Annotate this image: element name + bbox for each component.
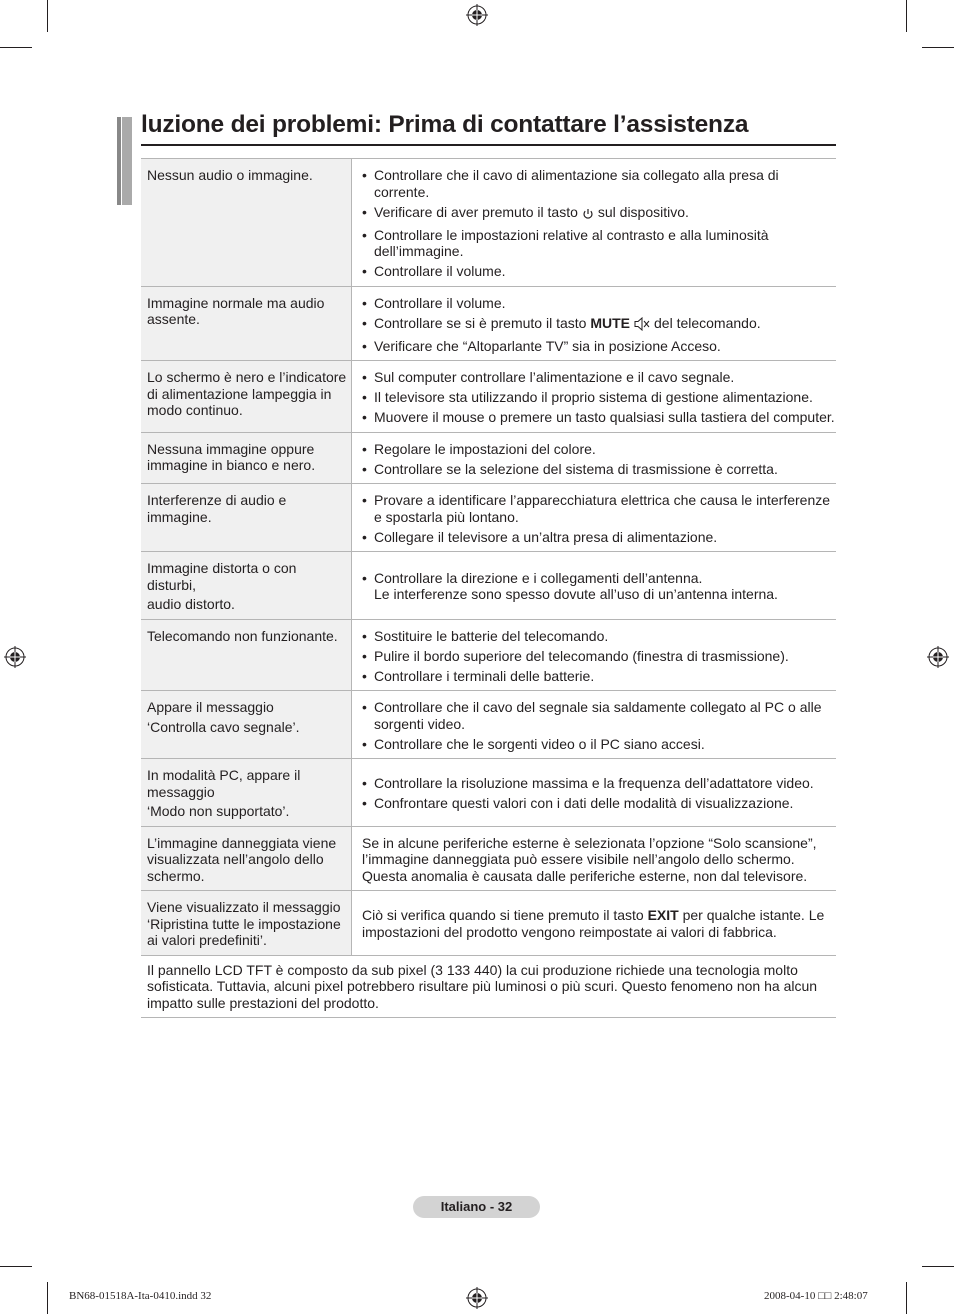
crop-mark (922, 1266, 954, 1267)
crop-mark (0, 1266, 32, 1267)
solution-item (362, 389, 836, 406)
solution-item (362, 338, 836, 355)
key-label: MUTE (590, 314, 630, 331)
problem-text: ‘Modo non supportato’. (147, 803, 290, 819)
problem-text: Nessun audio o immagine. (147, 167, 313, 183)
solution-text: Muovere il mouse o premere un tasto qualsiasi sulla tastiera del computer. (374, 409, 835, 425)
problem-text: Lo schermo è nero e l’indicatore di alimentazione lampeggia in modo continuo. (147, 369, 347, 418)
lcd-note: Il pannello LCD TFT è composto da sub pixel (3 133 440) la cui produzione richiede una tecnologia molto sofisticata. Tuttavia, alcuni pixel potrebbero risultare più luminosi o più scuri. Questo fenomeno non ha alcun impatto sulle prestazioni del prodotto. (141, 955, 836, 1018)
solution-list (362, 775, 836, 812)
problem-text: audio distorto. (147, 596, 235, 612)
solution-text: Verificare di aver premuto il tasto (374, 203, 578, 220)
solution-list (362, 699, 836, 752)
solution-item (362, 441, 836, 458)
table-row (141, 552, 836, 620)
problem-text: In modalità PC, appare il messaggio (147, 767, 301, 800)
solution-item (362, 699, 836, 732)
solution-text: Sul computer controllare l’alimentazione e il cavo segnale. (374, 369, 735, 385)
solution-text: per qualche istante. Le impostazioni del prodotto vengono reimpostate ai valori di fabbrica. (362, 907, 825, 940)
solution-item (362, 648, 836, 665)
solution-list (362, 628, 836, 685)
solution-text: Controllare il volume. (374, 294, 506, 311)
problem-text: L’immagine danneggiata viene visualizzata nell’angolo dello schermo. (147, 834, 337, 884)
problem-text: Immagine normale ma audio assente. (147, 294, 325, 327)
title-accent-bar (117, 117, 132, 205)
solution-item (362, 167, 836, 200)
solution-text: Collegare il televisore a un’altra presa di alimentazione. (374, 528, 718, 545)
problem-cell (141, 826, 352, 891)
solution-cell (352, 759, 837, 827)
solution-cell (352, 619, 837, 691)
solution-text: del telecomando. (654, 314, 761, 331)
problem-cell (141, 891, 352, 956)
table-row (141, 361, 836, 433)
crop-mark (0, 47, 32, 48)
problem-cell (141, 484, 352, 552)
solution-text: Controllare il volume. (374, 263, 506, 279)
solution-cell (352, 691, 837, 759)
page-title: luzione dei problemi: Prima di contattare l’assistenza (141, 111, 749, 138)
solution-cell (352, 159, 837, 287)
solution-item (362, 295, 836, 312)
solution-item (362, 409, 836, 426)
solution-cell (352, 891, 837, 956)
problem-cell (141, 432, 352, 484)
key-label: EXIT (647, 907, 679, 924)
solution-cell (352, 432, 837, 484)
solution-list (362, 167, 836, 280)
file-info: BN68-01518A-Ita-0410.indd 32 (69, 1290, 212, 1302)
solution-list (362, 570, 836, 603)
print-timestamp: 2008-04-10 □□ 2:48:07 (764, 1290, 868, 1302)
solution-item (362, 492, 836, 525)
solution-text: Controllare che il cavo del segnale sia saldamente collegato al PC o alle sorgenti video. (374, 699, 822, 732)
solution-item (362, 315, 836, 335)
note-row (141, 955, 836, 1018)
solution-item (362, 570, 836, 603)
registration-mark-icon (4, 646, 26, 668)
problem-cell (141, 619, 352, 691)
solution-item (362, 736, 836, 753)
solution-cell (352, 484, 837, 552)
solution-item (362, 369, 836, 386)
solution-list (362, 295, 836, 355)
solution-cell (352, 361, 837, 433)
solution-item (362, 795, 836, 812)
page-number-badge: Italiano - 32 (413, 1196, 540, 1218)
solution-item (362, 628, 836, 645)
solution-cell (352, 826, 837, 891)
problem-cell (141, 691, 352, 759)
solution-list (362, 441, 836, 478)
solution-text: Se in alcune periferiche esterne è selezionata l’opzione “Solo scansione”, l’immagine danneggiata può essere visibile nell’angolo dello schermo. Questa anomalia è causata dalle periferiche esterne, non dal televisore. (362, 834, 817, 884)
solution-item (362, 668, 836, 685)
table-row (141, 484, 836, 552)
solution-text: sul dispositivo. (597, 203, 689, 220)
problem-cell (141, 759, 352, 827)
solution-text: Controllare i terminali delle batterie. (374, 667, 595, 684)
power-icon (582, 207, 594, 224)
solution-text: Controllare le impostazioni relative al contrasto e alla luminosità dell’immagine. (374, 226, 769, 259)
solution-text: Controllare se si è premuto il tasto (374, 314, 587, 331)
solution-text: Verificare che “Altoparlante TV” sia in posizione Acceso. (374, 337, 721, 354)
solution-text: Le interferenze sono spesso dovute all’uso di un’antenna interna. (374, 586, 778, 603)
crop-mark (906, 0, 907, 32)
solution-text: Sostituire le batterie del telecomando. (374, 627, 609, 644)
solution-text: Il televisore sta utilizzando il proprio sistema di gestione alimentazione. (374, 389, 813, 405)
problem-cell (141, 159, 352, 287)
crop-mark (47, 0, 48, 32)
crop-mark (922, 47, 954, 48)
registration-mark-icon (927, 646, 949, 668)
table-row (141, 891, 836, 956)
table-row (141, 159, 836, 287)
problem-text: Viene visualizzato il messaggio ‘Ripristina tutte le impostazione ai valori predefiniti’. (147, 899, 341, 948)
solution-item (362, 227, 836, 260)
problem-text: Telecomando non funzionante. (147, 627, 338, 644)
crop-mark (906, 1282, 907, 1314)
solution-text: Confrontare questi valori con i dati delle modalità di visualizzazione. (374, 795, 794, 811)
solution-list (362, 369, 836, 426)
problem-cell (141, 552, 352, 620)
solution-text: Controllare la direzione e i collegamenti dell’antenna. (374, 569, 703, 586)
problem-text: Interferenze di audio e immagine. (147, 492, 287, 525)
solution-cell (352, 552, 837, 620)
registration-mark-icon (466, 1287, 488, 1309)
solution-item (362, 461, 836, 478)
solution-text: Pulire il bordo superiore del telecomando (finestra di trasmissione). (374, 647, 789, 664)
solution-text: Controllare se la selezione del sistema di trasmissione è corretta. (374, 460, 778, 477)
solution-item (362, 263, 836, 280)
problem-text: Appare il messaggio (147, 699, 274, 715)
mute-icon (634, 317, 650, 335)
table-row (141, 286, 836, 361)
solution-list (362, 492, 836, 545)
solution-text: Controllare la risoluzione massima e la frequenza dell’adattatore video. (374, 775, 814, 791)
problem-cell (141, 361, 352, 433)
solution-item (362, 204, 836, 224)
solution-cell (352, 286, 837, 361)
registration-mark-icon (466, 4, 488, 26)
table-row (141, 826, 836, 891)
crop-mark (47, 1282, 48, 1314)
table-row (141, 619, 836, 691)
problem-text: ‘Controlla cavo segnale’. (147, 718, 300, 735)
problem-text: Nessuna immagine oppure immagine in bianco e nero. (147, 440, 316, 473)
solution-item (362, 529, 836, 546)
problem-text: Immagine distorta o con disturbi, (147, 560, 297, 593)
solution-text: Controllare che le sorgenti video o il PC siano accesi. (374, 735, 705, 752)
solution-text: Ciò si verifica quando si tiene premuto il tasto (362, 907, 644, 924)
table-row (141, 759, 836, 827)
solution-item (362, 775, 836, 792)
solution-text: Regolare le impostazioni del colore. (374, 440, 596, 457)
title-rule (141, 144, 836, 146)
problem-cell (141, 286, 352, 361)
table-row (141, 432, 836, 484)
solution-text: Controllare che il cavo di alimentazione sia collegato alla presa di corrente. (374, 167, 779, 200)
troubleshooting-table (141, 158, 836, 1018)
solution-text: Provare a identificare l’apparecchiatura elettrica che causa le interferenze e spostarla più lontano. (374, 492, 831, 525)
table-row (141, 691, 836, 759)
